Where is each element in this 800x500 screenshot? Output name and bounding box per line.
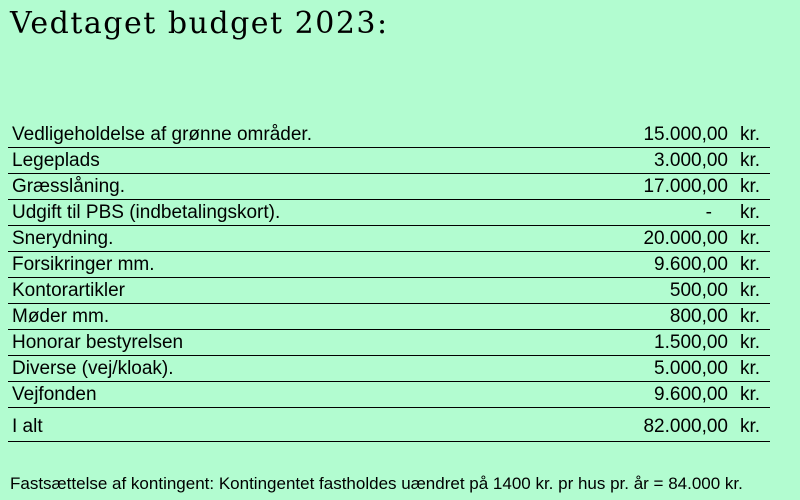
row-label: Forsikringer mm. bbox=[12, 254, 155, 275]
row-amount: 9.600,00 bbox=[654, 384, 728, 405]
row-currency: kr. bbox=[740, 150, 761, 171]
budget-row bbox=[8, 278, 770, 304]
membership-fee-note: Fastsættelse af kontingent: Kontingentet fastholdes uændret på 1400 kr. pr hus pr. år = 84.000 kr. bbox=[10, 474, 743, 493]
row-currency: kr. bbox=[740, 124, 761, 145]
row-amount: 17.000,00 bbox=[643, 176, 728, 197]
budget-row bbox=[8, 304, 770, 330]
row-label: Vejfonden bbox=[12, 384, 97, 405]
row-label: Græsslåning. bbox=[12, 176, 125, 197]
row-label: Legeplads bbox=[12, 150, 100, 171]
row-amount: 20.000,00 bbox=[643, 228, 728, 249]
total-label: I alt bbox=[12, 416, 43, 437]
total-amount: 82.000,00 bbox=[643, 416, 728, 437]
row-amount: - bbox=[705, 202, 712, 223]
budget-row bbox=[8, 148, 770, 174]
row-amount: 1.500,00 bbox=[654, 332, 728, 353]
row-label: Diverse (vej/kloak). bbox=[12, 358, 174, 379]
budget-row bbox=[8, 252, 770, 278]
row-label: Møder mm. bbox=[12, 306, 110, 327]
row-currency: kr. bbox=[740, 176, 761, 197]
row-amount: 800,00 bbox=[669, 306, 728, 327]
budget-row bbox=[8, 174, 770, 200]
row-currency: kr. bbox=[740, 254, 761, 275]
row-currency: kr. bbox=[740, 358, 761, 379]
row-label: Vedligeholdelse af grønne områder. bbox=[12, 124, 312, 145]
row-currency: kr. bbox=[740, 384, 761, 405]
budget-row bbox=[8, 122, 770, 148]
budget-table bbox=[8, 122, 770, 442]
row-amount: 500,00 bbox=[669, 280, 728, 301]
row-label: Kontorartikler bbox=[12, 280, 125, 301]
row-label: Udgift til PBS (indbetalingskort). bbox=[12, 202, 281, 223]
budget-row bbox=[8, 356, 770, 382]
row-currency: kr. bbox=[740, 202, 761, 223]
budget-row bbox=[8, 382, 770, 408]
budget-row bbox=[8, 200, 770, 226]
row-label: Honorar bestyrelsen bbox=[12, 332, 184, 353]
row-amount: 5.000,00 bbox=[654, 358, 728, 379]
row-amount: 3.000,00 bbox=[654, 150, 728, 171]
row-amount: 9.600,00 bbox=[654, 254, 728, 275]
total-currency: kr. bbox=[740, 416, 761, 437]
page-title: Vedtaget budget 2023: bbox=[10, 6, 389, 41]
row-currency: kr. bbox=[740, 306, 761, 327]
total-row bbox=[8, 408, 770, 442]
row-currency: kr. bbox=[740, 280, 761, 301]
budget-row bbox=[8, 330, 770, 356]
row-amount: 15.000,00 bbox=[643, 124, 728, 145]
budget-row bbox=[8, 226, 770, 252]
row-currency: kr. bbox=[740, 332, 761, 353]
row-label: Snerydning. bbox=[12, 228, 114, 249]
row-currency: kr. bbox=[740, 228, 761, 249]
